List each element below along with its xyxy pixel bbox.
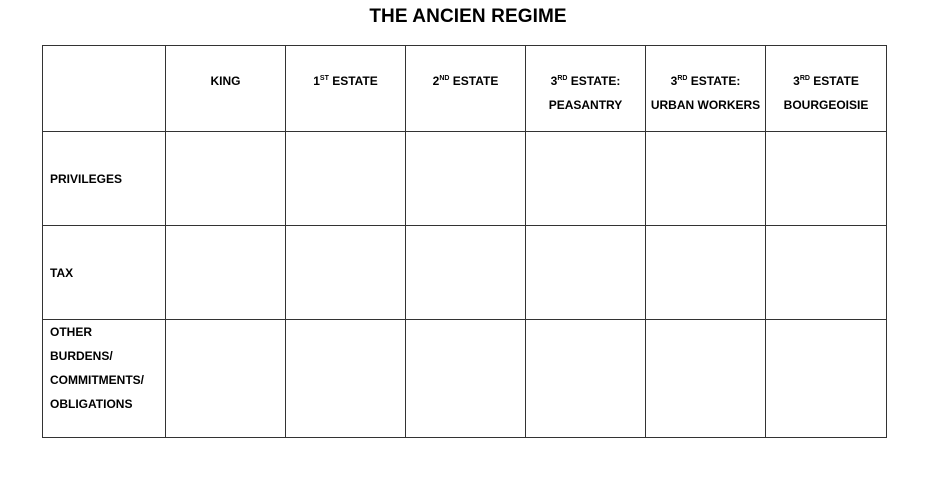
table-cell [526,132,646,226]
header-cell-king [166,46,286,132]
header-sublabel: URBAN WORKERS [650,98,761,112]
table-cell [286,226,406,320]
table-cell [286,132,406,226]
table-cell [646,320,766,438]
table-cell [166,320,286,438]
row-label-text: PRIVILEGES [50,171,123,186]
row-label-other-burdens [43,320,166,438]
header-ordinal: 1 [313,74,320,88]
header-ordinal: 3 [670,74,678,88]
row-label-text: OTHER [50,325,92,339]
header-label-king: KING [210,74,241,88]
table-cell [526,226,646,320]
header-cell-1st-estate [286,46,406,132]
header-ordinal-suffix: RD [557,75,568,82]
header-cell-3rd-estate-urban-workers [646,46,766,132]
header-ordinal: 3 [793,74,800,88]
header-label: ESTATE [809,74,859,88]
table-cell [526,320,646,438]
page-title: THE ANCIEN REGIME [369,6,567,27]
header-cell-3rd-estate-peasantry [526,46,646,132]
row-label-tax [43,226,166,320]
header-cell-empty [43,46,166,132]
table-row-other-burdens [43,320,887,438]
header-label: ESTATE [328,74,378,88]
table-cell [766,320,887,438]
header-label: ESTATE: [567,74,621,88]
table-cell [766,132,887,226]
table-cell [406,226,526,320]
row-label-privileges [43,132,166,226]
header-sublabel: BOURGEOISIE [783,98,869,112]
header-ordinal: 2 [432,74,440,88]
table-cell [646,226,766,320]
header-ordinal: 3 [550,74,558,88]
row-label-text: OBLIGATIONS [50,397,133,411]
table-cell [286,320,406,438]
table-row-privileges [43,132,887,226]
table-cell [766,226,887,320]
header-sublabel: PEASANTRY [548,98,623,112]
table-cell [646,132,766,226]
header-cell-3rd-estate-bourgeoisie [766,46,887,132]
header-label: ESTATE [449,74,499,88]
row-label-text: BURDENS/ [50,349,113,363]
row-label-text: COMMITMENTS/ [50,373,144,387]
header-ordinal-suffix: RD [677,75,688,82]
table-row-tax [43,226,887,320]
table-cell [406,132,526,226]
table-header-row [43,46,887,132]
table-cell [166,226,286,320]
ancien-regime-table [42,45,887,438]
header-ordinal-suffix: RD [799,75,810,82]
header-label: ESTATE: [687,74,741,88]
header-ordinal-suffix: ST [319,75,329,82]
header-ordinal-suffix: ND [439,75,450,82]
header-cell-2nd-estate [406,46,526,132]
row-label-text: TAX [50,265,74,280]
table-cell [166,132,286,226]
table-cell [406,320,526,438]
